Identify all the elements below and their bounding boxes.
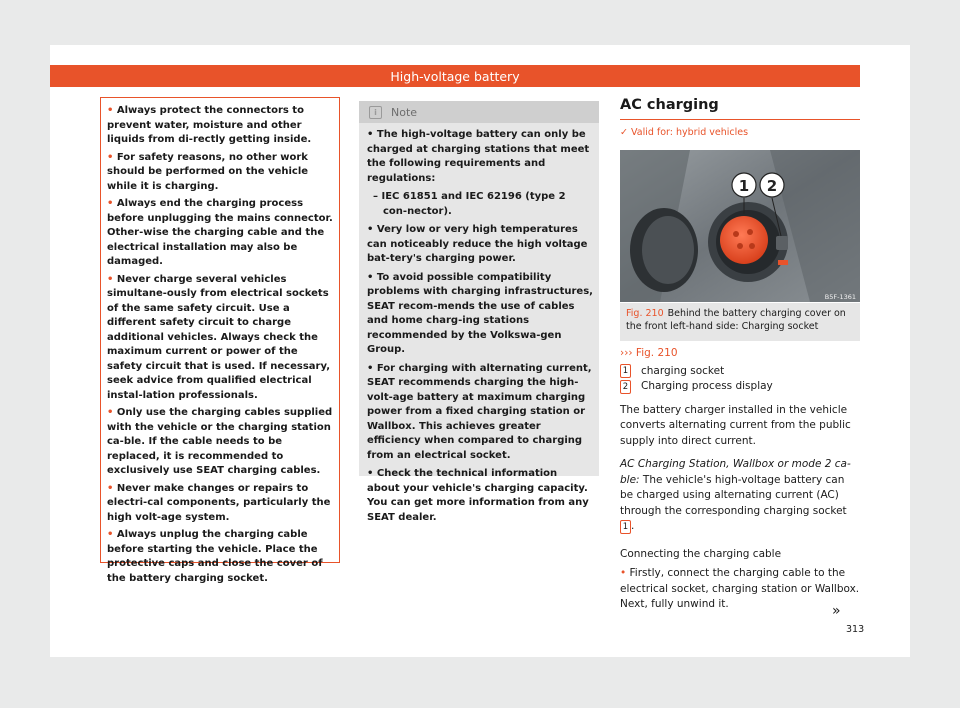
bullet-icon: • [107, 407, 117, 418]
warning-item: • Always protect the connectors to prevent water, moisture and other liquids from di-rectly getting inside. [107, 105, 312, 145]
note-subitem: – IEC 61851 and IEC 62196 (type 2 con-nector). [373, 191, 566, 217]
bullet-icon: • [107, 105, 117, 116]
number-badge: 1 [620, 520, 631, 534]
section-header [620, 97, 860, 138]
note-item: • Very low or very high temperatures can noticeably reduce the high voltage bat-tery's charging power. [367, 224, 588, 264]
warning-item: • Always end the charging process before unplugging the mains connector. Other-wise the charging cable and the electrical installation may also be damaged. [107, 198, 333, 267]
page-header [50, 65, 860, 87]
section-body [620, 346, 860, 613]
warning-item: • Always unplug the charging cable before starting the vehicle. Place the protective caps and close the cover of the battery charging socket. [107, 529, 323, 584]
warning-box [100, 97, 340, 584]
valid-line: ✓ Valid for: hybrid vehicles [620, 127, 749, 138]
note-title: Note [391, 105, 418, 119]
header-title: High-voltage battery [390, 68, 520, 84]
figure-code: B5F-1361 [824, 293, 856, 301]
figure-caption: Fig. 210 Behind the battery charging cover on the front left-hand side: Charging socket [620, 303, 860, 341]
subheading: Connecting the charging cable [620, 547, 782, 560]
bullet-icon: • [107, 198, 117, 209]
warning-item: • For safety reasons, no other work should be performed on the vehicle while it is charging. [107, 151, 309, 192]
check-icon: ✓ [620, 127, 631, 138]
figure-reference[interactable]: ››› Fig. 210 [620, 347, 678, 359]
warning-item: • Never make changes or repairs to electri-cal components, particularly the high volt-age system. [107, 482, 331, 523]
bullet-icon: • [107, 482, 117, 494]
section-title: AC charging [620, 97, 860, 120]
bullet-icon: • [620, 567, 630, 579]
bullet-icon: • [107, 529, 117, 540]
warning-item: • Never charge several vehicles simultane-ously from electrical sockets of the same safety circuit. Use a different safety circuit to charge additional vehicles. Always check the maximum current or power of the safety circuit that is used. If necessary, seek advice from qualified electrical instal-lation professionals. [107, 273, 330, 401]
info-icon: i [369, 106, 382, 119]
legend-item: 2 Charging process display [620, 379, 860, 395]
charging-socket-illustration [620, 150, 860, 302]
note-item: • The high-voltage battery can only be charged at charging stations that meet the following requirements and regulations: [367, 129, 590, 184]
legend-item: 1 charging socket [620, 364, 860, 380]
svg-text:2: 2 [766, 177, 778, 195]
svg-text:1: 1 [738, 177, 750, 195]
note-header [359, 101, 599, 123]
page-number: 313 [846, 624, 865, 635]
number-badge: 1 [620, 364, 631, 378]
paragraph: AC Charging Station, Wallbox or mode 2 ca-ble: The vehicle's high-voltage battery can be charged using alternating current (AC) through the corresponding charging socket 1 . [620, 457, 860, 535]
bullet-icon: • [107, 151, 117, 163]
note-item: • To avoid possible compatibility problems with charging infrastructures, SEAT recom-mends the use of cables and home charg-ing stations recommended by the Volkswa-gen Group. [367, 271, 593, 355]
figure-label: Fig. 210 [626, 308, 664, 319]
bullet-paragraph: • Firstly, connect the charging cable to the electrical socket, charging station or Wallbox. Next, fully unwind it. [620, 567, 860, 610]
warning-item: • Only use the charging cables supplied with the vehicle or the charging station ca-ble. If the cable needs to be replaced, it is recommended to exclusively use SEAT charging cables. [107, 407, 333, 476]
note-item: • For charging with alternating current, SEAT recommends charging the high-volt-age battery at maximum charging power from a fixed charging station or Wallbox. This achieves greater efficiency when compared to charging from an electrical socket. [367, 362, 592, 461]
continue-icon: » [832, 603, 841, 619]
number-badge: 2 [620, 380, 631, 394]
bullet-icon: • [107, 273, 117, 285]
note-item: • Check the technical information about your vehicle's charging capacity. You can get more information from any SEAT dealer. [367, 468, 589, 523]
note-box [359, 101, 599, 523]
charging-socket-image [620, 150, 860, 302]
paragraph: The battery charger installed in the vehicle converts alternating current from the public supply into direct current. [620, 403, 851, 447]
